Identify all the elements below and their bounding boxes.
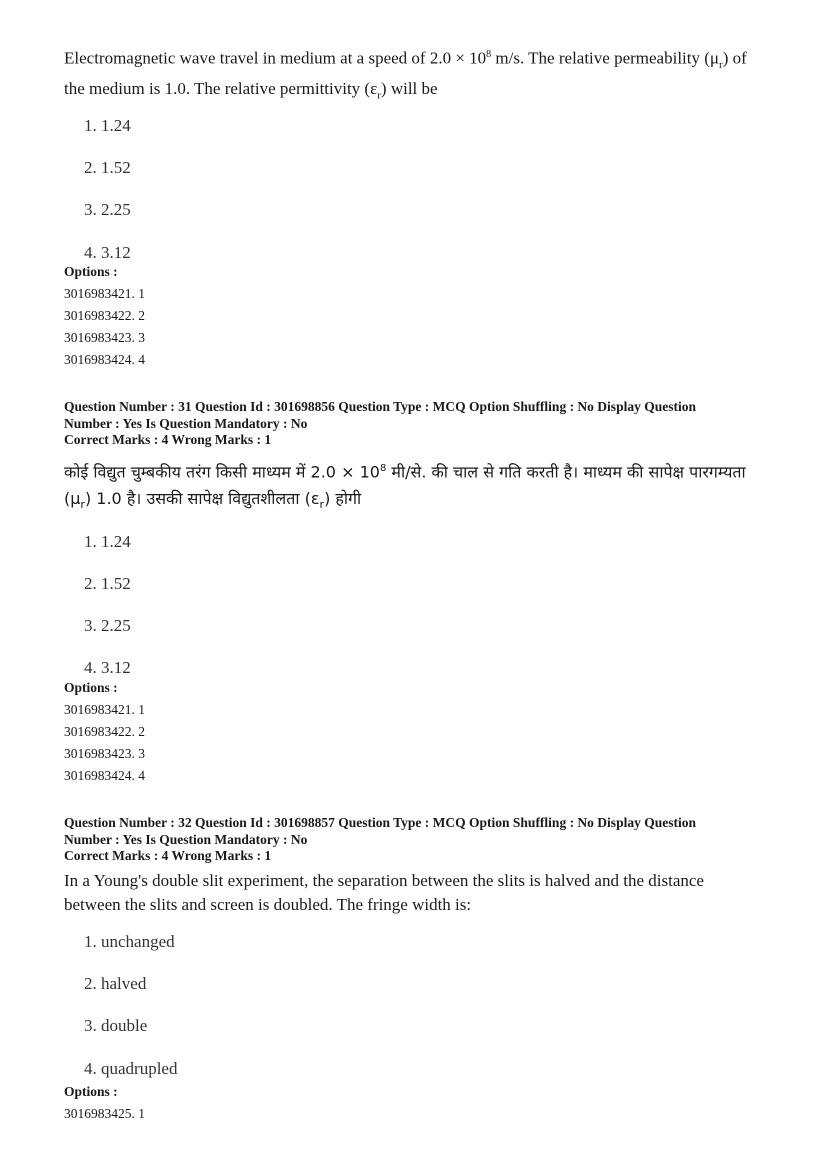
q31-subscript: r — [319, 498, 325, 512]
q31-subscript: r — [80, 498, 85, 512]
q30-option-4: 4. 3.12 — [84, 243, 131, 262]
q30-subscript: r — [719, 59, 723, 72]
q31-option-id-3: 3016983423. 3 — [64, 746, 145, 761]
question-30-text — [64, 43, 764, 107]
q32-option-3: 3. double — [84, 1016, 148, 1035]
q31-option-id-1: 3016983421. 1 — [64, 702, 145, 717]
q31-text-part: मी/से. की चाल से गति करती है। माध्यम की सापेक्ष पारगम्यता (μ — [64, 462, 746, 509]
q31-exponent: 8 — [379, 463, 387, 474]
q32-meta-line2: Number : Yes Is Question Mandatory : No — [64, 831, 308, 847]
q30-text-part: Electromagnetic wave travel in medium at a speed of 2.0 × 10 — [64, 48, 487, 68]
q30-option-id-4: 3016983424. 4 — [64, 352, 145, 367]
q31-meta-line2: Number : Yes Is Question Mandatory : No — [64, 415, 308, 431]
q31-marks: Correct Marks : 4 Wrong Marks : 1 — [64, 432, 272, 447]
q30-option-1: 1. 1.24 — [84, 116, 131, 135]
q32-option-4: 4. quadrupled — [84, 1059, 178, 1078]
q31-options-label: Options : — [64, 680, 118, 695]
q30-option-2: 2. 1.52 — [84, 158, 131, 177]
q32-option-2: 2. halved — [84, 974, 147, 993]
q31-option-1: 1. 1.24 — [84, 532, 131, 551]
q32-option-id-1: 3016983425. 1 — [64, 1106, 145, 1121]
q30-exponent: 8 — [486, 49, 492, 60]
q32-marks: Correct Marks : 4 Wrong Marks : 1 — [64, 848, 272, 863]
q31-meta-line1: Question Number : 31 Question Id : 301698856 Question Type : MCQ Option Shuffling : No Display Question — [64, 399, 696, 414]
question-32-text — [64, 869, 764, 917]
q32-options-label: Options : — [64, 1084, 118, 1099]
q31-option-id-2: 3016983422. 2 — [64, 724, 145, 739]
q30-option-id-2: 3016983422. 2 — [64, 308, 145, 323]
q30-text-part: ) of the medium is 1.0. The relative permittivity (ε — [64, 48, 747, 99]
q30-subscript: r — [377, 89, 381, 102]
question-31-text — [64, 455, 764, 519]
q31-text-part: कोई विद्युत चुम्बकीय तरंग किसी माध्यम में 2.0 × 10 — [64, 462, 380, 482]
q31-option-4: 4. 3.12 — [84, 658, 131, 677]
q31-option-id-4: 3016983424. 4 — [64, 768, 145, 783]
q30-options-label: Options : — [64, 264, 118, 279]
q31-text-part: ) होगी — [324, 489, 362, 509]
q30-option-id-3: 3016983423. 3 — [64, 330, 145, 345]
q30-text-part: m/s. The relative permeability (μ — [491, 48, 720, 68]
q30-text-part: ) will be — [380, 79, 438, 99]
q31-header — [64, 399, 764, 449]
q30-option-3: 3. 2.25 — [84, 200, 131, 219]
q32-header — [64, 815, 764, 865]
q31-text-part: ) 1.0 है। उसकी सापेक्ष विद्युतशीलता (ε — [84, 489, 320, 509]
q31-option-3: 3. 2.25 — [84, 616, 131, 635]
q32-meta-line1: Question Number : 32 Question Id : 301698857 Question Type : MCQ Option Shuffling : No Display Question — [64, 815, 696, 830]
q31-option-2: 2. 1.52 — [84, 574, 131, 593]
q30-option-id-1: 3016983421. 1 — [64, 286, 145, 301]
q32-option-1: 1. unchanged — [84, 932, 175, 951]
q32-text: In a Young's double slit experiment, the separation between the slits is halved and the distance between the slits and screen is doubled. The fringe width is: — [64, 871, 704, 914]
